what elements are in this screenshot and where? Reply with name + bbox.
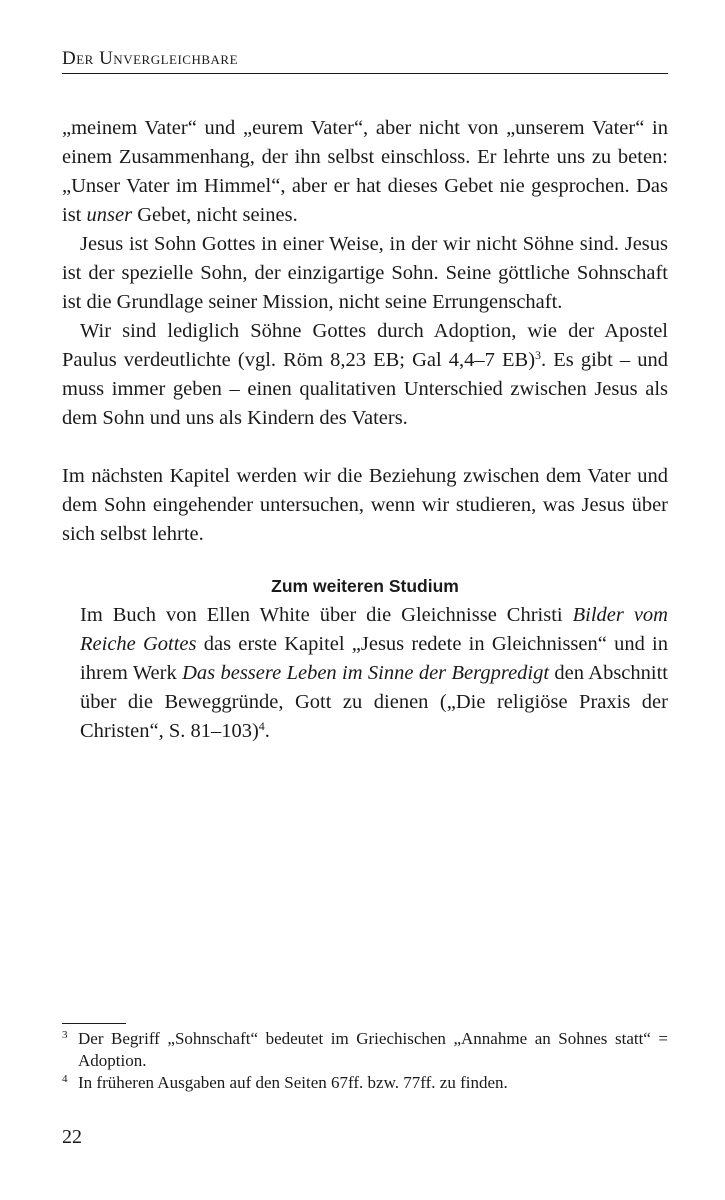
- further-study-text-d: .: [264, 720, 270, 742]
- further-study-text: [62, 601, 668, 746]
- further-study-heading: Zum weiteren Studium: [271, 576, 459, 596]
- footnote-3: [62, 1028, 668, 1072]
- book-title-2: Das bessere Leben im Sinne der Bergpredigt: [182, 662, 550, 684]
- footnote-ref-4: 4: [258, 719, 265, 733]
- paragraph-3: [62, 317, 668, 433]
- body-text: [62, 114, 668, 746]
- footnote-4: [62, 1072, 668, 1094]
- further-study-text-a: Im Buch von Ellen White über die Gleichnisse Christi: [80, 604, 573, 626]
- header-rule: [62, 73, 668, 74]
- paragraph-3-text-a: Wir sind lediglich Söhne Gottes durch Adoption, wie der Apostel Paulus verdeutlichte (vgl. Röm 8,23 EB; Gal 4,4–7 EB): [62, 320, 668, 371]
- paragraph-1-text-b: Gebet, nicht seines.: [132, 204, 298, 226]
- footnote-rule: [62, 1023, 126, 1024]
- further-study-text-c: den Abschnitt über die Beweggründe, Gott zu dienen („Die religiöse Praxis der Christen“, S. 81–103): [80, 662, 668, 742]
- paragraph-1-emphasis: unser: [86, 204, 133, 226]
- paragraph-4: Im nächsten Kapitel werden wir die Beziehung zwischen dem Vater und dem Sohn eingehender untersuchen, wenn wir studieren, was Jesus über sich selbst lehrte.: [62, 465, 668, 545]
- footnotes: [62, 1028, 668, 1094]
- paragraph-3-text-b: . Es gibt – und muss immer geben – einen qualitativen Unterschied zwischen Jesus als dem Sohn und uns als Kindern des Vaters.: [62, 349, 668, 429]
- footnote-number: 4: [62, 1073, 68, 1085]
- footnote-number: 3: [62, 1029, 68, 1041]
- footnote-ref-3: 3: [535, 348, 542, 362]
- footnote-text: Der Begriff „Sohnschaft“ bedeutet im Griechischen „Annahme an Sohnes statt“ = Adoption.: [78, 1029, 668, 1070]
- book-title-1: Bilder vom Reiche Gottes: [80, 604, 668, 655]
- paragraph-1: [62, 114, 668, 230]
- paragraph-1-text-a: „meinem Vater“ und „eurem Vater“, aber nicht von „unserem Vater“ in einem Zusammenhang, der ihn selbst einschloss. Er lehrte uns zu beten: „Unser Vater im Himmel“, aber er hat dieses Gebet nie gesprochen. Das ist: [62, 117, 668, 226]
- book-page: [62, 0, 668, 1200]
- running-head: Der Unvergleichbare: [62, 48, 239, 69]
- page-number: 22: [62, 1126, 82, 1148]
- paragraph-2: Jesus ist Sohn Gottes in einer Weise, in der wir nicht Söhne sind. Jesus ist der spezielle Sohn, der einzigartige Sohn. Seine göttliche Sohnschaft ist die Grundlage seiner Mission, nicht seine Errungenschaft.: [62, 233, 668, 313]
- further-study-text-b: das erste Kapitel „Jesus redete in Gleichnissen“ und in ihrem Werk: [80, 633, 668, 684]
- footnote-text: In früheren Ausgaben auf den Seiten 67ff. bzw. 77ff. zu finden.: [78, 1073, 508, 1092]
